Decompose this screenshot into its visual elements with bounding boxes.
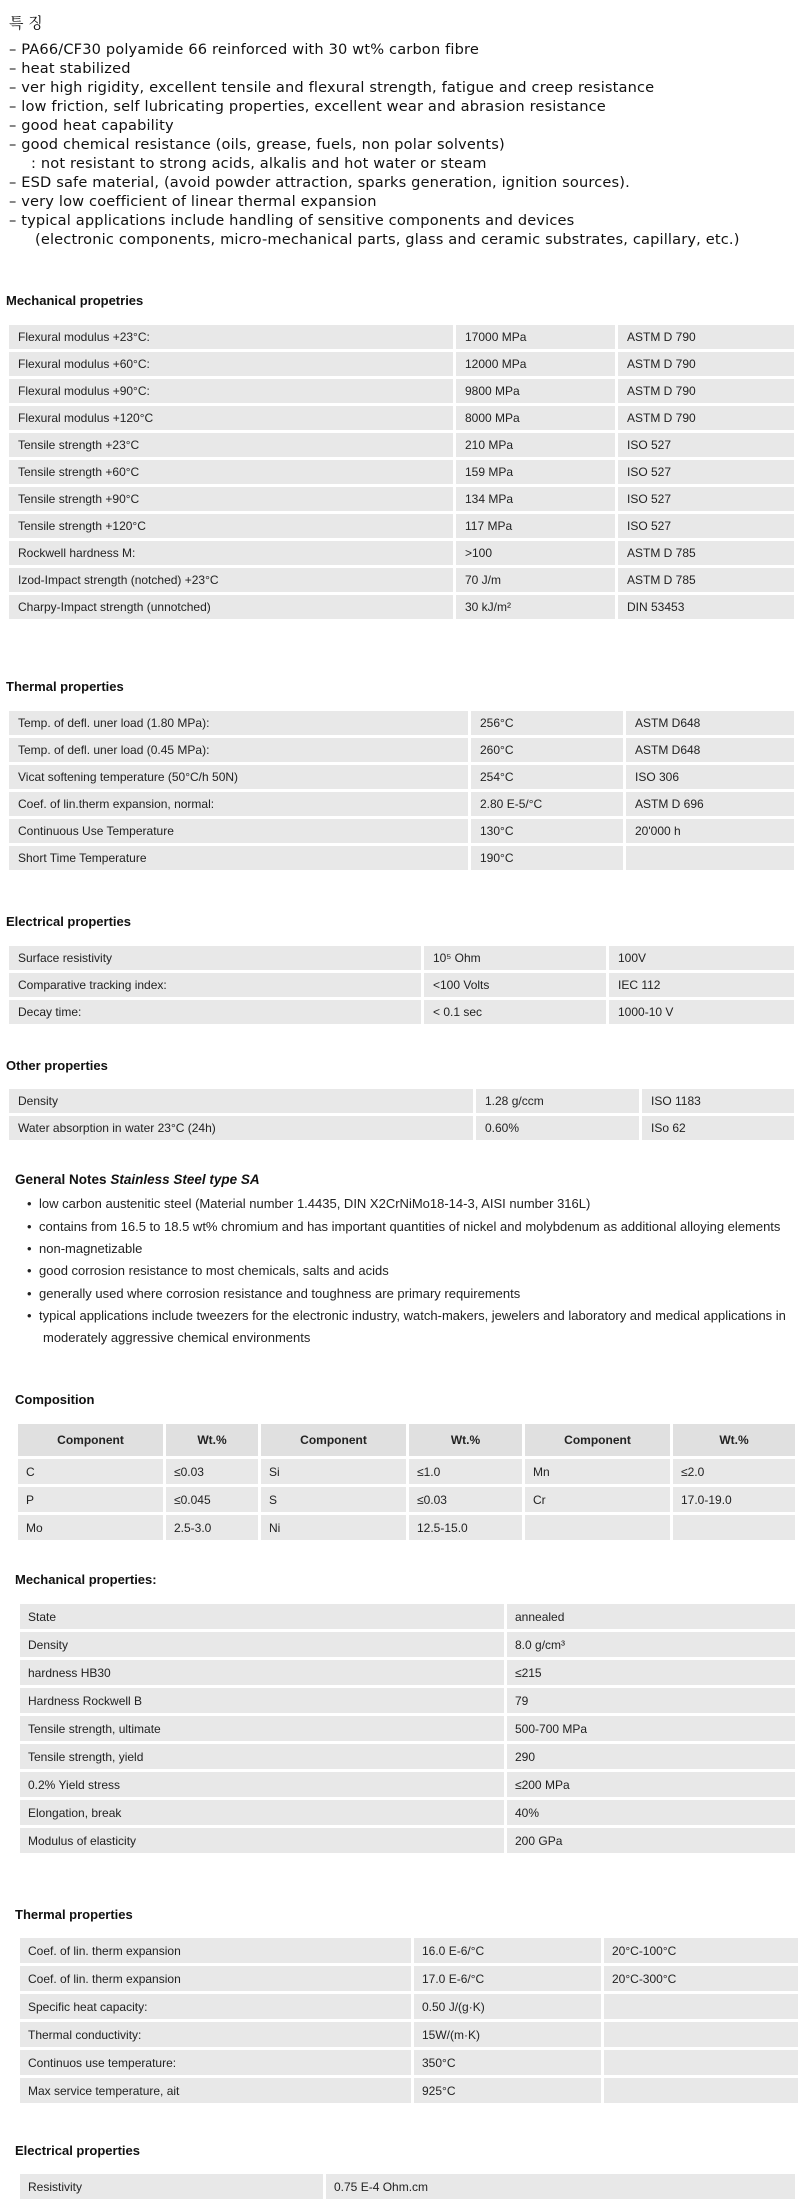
table-cell: ASTM D 790: [618, 379, 794, 403]
feature-line: : not resistant to strong acids, alkalis and hot water or steam: [31, 155, 487, 172]
table-cell: Tensile strength +120°C: [9, 514, 453, 538]
table-cell: Charpy-Impact strength (unnotched): [9, 595, 453, 619]
table-cell: 9800 MPa: [456, 379, 615, 403]
table-cell: Flexural modulus +23°C:: [9, 325, 453, 349]
table-cell: ISO 527: [618, 487, 794, 511]
table-cell: Thermal conductivity:: [20, 2022, 411, 2047]
feature-line: – PA66/CF30 polyamide 66 reinforced with 30 wt% carbon fibre: [9, 41, 479, 58]
table-cell: Flexural modulus +90°C:: [9, 379, 453, 403]
table-cell: ASTM D 790: [618, 325, 794, 349]
table-cell: Coef. of lin. therm expansion: [20, 1966, 411, 1991]
table-cell: ≤2.0: [673, 1459, 795, 1484]
features-title: 특 징: [9, 14, 43, 32]
table-cell: 79: [507, 1688, 795, 1713]
table-cell: Density: [9, 1089, 473, 1113]
table-cell: Temp. of defl. uner load (1.80 MPa):: [9, 711, 468, 735]
table-cell: IEC 112: [609, 973, 794, 997]
table-cell: Cr: [525, 1487, 670, 1512]
table-cell: Comparative tracking index:: [9, 973, 421, 997]
table-cell: C: [18, 1459, 163, 1484]
table-row: [20, 1632, 795, 1657]
table-cell: ASTM D648: [626, 711, 794, 735]
table-cell: 260°C: [471, 738, 623, 762]
feature-line: – good heat capability: [9, 117, 174, 134]
feature-line: – heat stabilized: [9, 60, 131, 77]
table-row: [9, 1089, 794, 1113]
pa66-mechanical-heading: Mechanical propetries: [6, 293, 144, 308]
table-row: [20, 2050, 798, 2075]
table-row: [9, 352, 794, 376]
table-cell: ASTM D 696: [626, 792, 794, 816]
table-cell: 2.80 E-5/°C: [471, 792, 623, 816]
table-cell: ≤0.03: [166, 1459, 258, 1484]
features-list: [9, 40, 799, 249]
table-cell: Coef. of lin.therm expansion, normal:: [9, 792, 468, 816]
column-header: Wt.%: [166, 1424, 258, 1456]
table-cell: >100: [456, 541, 615, 565]
table-cell: ISO 306: [626, 765, 794, 789]
table-cell: Tensile strength +60°C: [9, 460, 453, 484]
table-row: [9, 819, 794, 843]
table-row: [9, 595, 794, 619]
table-cell: 16.0 E-6/°C: [414, 1938, 601, 1963]
table-row: [9, 765, 794, 789]
table-cell: ISO 527: [618, 433, 794, 457]
table-cell: annealed: [507, 1604, 795, 1629]
table-row: [20, 1660, 795, 1685]
table-cell: ≤215: [507, 1660, 795, 1685]
table-cell: ISO 527: [618, 514, 794, 538]
table-row: [20, 1744, 795, 1769]
feature-line: – good chemical resistance (oils, grease, fuels, non polar solvents): [9, 136, 505, 153]
list-item: • good corrosion resistance to most chemicals, salts and acids: [15, 1260, 795, 1283]
table-cell: Continuous Use Temperature: [9, 819, 468, 843]
table-cell: 40%: [507, 1800, 795, 1825]
pa66-electrical-table: [6, 943, 797, 1027]
table-row: [9, 1000, 794, 1024]
table-cell: < 0.1 sec: [424, 1000, 606, 1024]
table-cell: Si: [261, 1459, 406, 1484]
general-notes-prefix: General Notes: [15, 1172, 107, 1187]
table-cell: Specific heat capacity:: [20, 1994, 411, 2019]
table-row: [18, 1487, 795, 1512]
table-cell: Modulus of elasticity: [20, 1828, 504, 1853]
table-cell: [673, 1515, 795, 1540]
table-cell: Continuos use temperature:: [20, 2050, 411, 2075]
list-item: • generally used where corrosion resistance and toughness are primary requirements: [15, 1283, 795, 1306]
table-cell: 17000 MPa: [456, 325, 615, 349]
table-cell: 2.5-3.0: [166, 1515, 258, 1540]
table-cell: Tensile strength, ultimate: [20, 1716, 504, 1741]
table-row: [20, 1604, 795, 1629]
table-row: [9, 487, 794, 511]
table-cell: Max service temperature, ait: [20, 2078, 411, 2103]
table-cell: 350°C: [414, 2050, 601, 2075]
table-cell: ≤200 MPa: [507, 1772, 795, 1797]
table-cell: ISo 62: [642, 1116, 794, 1140]
feature-line: – low friction, self lubricating properties, excellent wear and abrasion resistance: [9, 98, 606, 115]
table-cell: P: [18, 1487, 163, 1512]
table-cell: [525, 1515, 670, 1540]
list-item: • contains from 16.5 to 18.5 wt% chromium and has important quantities of nickel and molybdenum as additional alloying elements: [15, 1216, 795, 1238]
table-cell: 256°C: [471, 711, 623, 735]
table-cell: [604, 2050, 798, 2075]
feature-line: – very low coefficient of linear thermal expansion: [9, 193, 377, 210]
table-row: [20, 1828, 795, 1853]
table-row: [9, 738, 794, 762]
table-row: [9, 568, 794, 592]
table-row: [20, 1966, 798, 1991]
list-item: • typical applications include tweezers for the electronic industry, watch-makers, jewelers and laboratory and medical applications in moderately aggressive chemical environments: [15, 1305, 795, 1349]
steel-electrical-table: [17, 2171, 798, 2202]
table-row: [9, 711, 794, 735]
table-cell: Ni: [261, 1515, 406, 1540]
table-row: [20, 1688, 795, 1713]
table-cell: ASTM D648: [626, 738, 794, 762]
table-cell: 20°C-100°C: [604, 1938, 798, 1963]
table-cell: ASTM D 790: [618, 352, 794, 376]
table-row: [20, 2174, 795, 2199]
feature-line: – typical applications include handling of sensitive components and devices: [9, 212, 575, 229]
table-cell: hardness HB30: [20, 1660, 504, 1685]
table-cell: Tensile strength +90°C: [9, 487, 453, 511]
table-cell: Mn: [525, 1459, 670, 1484]
table-cell: Tensile strength +23°C: [9, 433, 453, 457]
table-cell: Elongation, break: [20, 1800, 504, 1825]
table-row: [9, 379, 794, 403]
table-cell: 130°C: [471, 819, 623, 843]
pa66-mechanical-table: [6, 322, 797, 622]
column-header: Wt.%: [673, 1424, 795, 1456]
table-cell: 30 kJ/m²: [456, 595, 615, 619]
pa66-thermal-heading: Thermal properties: [6, 679, 124, 694]
table-cell: 8.0 g/cm³: [507, 1632, 795, 1657]
table-cell: [604, 2078, 798, 2103]
composition-heading: Composition: [15, 1392, 95, 1407]
steel-mechanical-heading: Mechanical properties:: [15, 1572, 157, 1587]
table-cell: 12000 MPa: [456, 352, 615, 376]
table-cell: ≤0.045: [166, 1487, 258, 1512]
table-cell: 0.2% Yield stress: [20, 1772, 504, 1797]
table-cell: 1000-10 V: [609, 1000, 794, 1024]
table-cell: 190°C: [471, 846, 623, 870]
table-cell: 200 GPa: [507, 1828, 795, 1853]
feature-line: (electronic components, micro-mechanical parts, glass and ceramic substrates, capillary, etc.): [35, 231, 740, 248]
column-header: Component: [525, 1424, 670, 1456]
table-cell: Izod-Impact strength (notched) +23°C: [9, 568, 453, 592]
general-notes-material: Stainless Steel type SA: [110, 1172, 260, 1187]
table-cell: Hardness Rockwell B: [20, 1688, 504, 1713]
general-notes-list: [15, 1193, 795, 1349]
steel-electrical-heading: Electrical properties: [15, 2143, 140, 2158]
table-cell: Density: [20, 1632, 504, 1657]
table-cell: Surface resistivity: [9, 946, 421, 970]
table-row: [9, 433, 794, 457]
table-cell: Coef. of lin. therm expansion: [20, 1938, 411, 1963]
table-cell: 500-700 MPa: [507, 1716, 795, 1741]
table-row: [20, 1800, 795, 1825]
table-cell: 254°C: [471, 765, 623, 789]
table-cell: 8000 MPa: [456, 406, 615, 430]
table-cell: 159 MPa: [456, 460, 615, 484]
table-row: [9, 946, 794, 970]
table-cell: 17.0 E-6/°C: [414, 1966, 601, 1991]
table-cell: 0.75 E-4 Ohm.cm: [326, 2174, 795, 2199]
table-row: [20, 1938, 798, 1963]
pa66-thermal-table: [6, 708, 797, 873]
table-row: [9, 973, 794, 997]
table-header-row: [18, 1424, 795, 1456]
table-cell: ASTM D 790: [618, 406, 794, 430]
table-cell: Water absorption in water 23°C (24h): [9, 1116, 473, 1140]
table-cell: Resistivity: [20, 2174, 323, 2199]
table-row: [18, 1515, 795, 1540]
table-cell: 12.5-15.0: [409, 1515, 522, 1540]
table-cell: Mo: [18, 1515, 163, 1540]
pa66-other-table: [6, 1086, 797, 1143]
table-cell: 134 MPa: [456, 487, 615, 511]
table-cell: DIN 53453: [618, 595, 794, 619]
table-cell: Rockwell hardness M:: [9, 541, 453, 565]
table-row: [20, 2022, 798, 2047]
table-row: [20, 1772, 795, 1797]
column-header: Component: [261, 1424, 406, 1456]
table-cell: Vicat softening temperature (50°C/h 50N): [9, 765, 468, 789]
table-cell: [604, 1994, 798, 2019]
pa66-electrical-heading: Electrical properties: [6, 914, 131, 929]
table-cell: Temp. of defl. uner load (0.45 MPa):: [9, 738, 468, 762]
table-cell: <100 Volts: [424, 973, 606, 997]
table-cell: [604, 2022, 798, 2047]
table-row: [9, 406, 794, 430]
table-cell: Flexural modulus +120°C: [9, 406, 453, 430]
steel-mechanical-table: [17, 1601, 798, 1856]
column-header: Wt.%: [409, 1424, 522, 1456]
steel-thermal-heading: Thermal properties: [15, 1907, 133, 1922]
table-cell: ISO 527: [618, 460, 794, 484]
pa66-other-heading: Other properties: [6, 1058, 108, 1073]
table-row: [18, 1459, 795, 1484]
table-cell: Flexural modulus +60°C:: [9, 352, 453, 376]
table-cell: 1.28 g/ccm: [476, 1089, 639, 1113]
list-item: • non-magnetizable: [15, 1238, 795, 1261]
table-cell: ASTM D 785: [618, 541, 794, 565]
table-row: [9, 325, 794, 349]
general-notes-title: [15, 1172, 260, 1187]
table-cell: 15W/(m·K): [414, 2022, 601, 2047]
table-cell: Short Time Temperature: [9, 846, 468, 870]
table-row: [20, 2078, 798, 2103]
table-cell: ISO 1183: [642, 1089, 794, 1113]
table-cell: 290: [507, 1744, 795, 1769]
table-cell: 210 MPa: [456, 433, 615, 457]
table-row: [9, 541, 794, 565]
table-cell: 925°C: [414, 2078, 601, 2103]
table-cell: 0.50 J/(g·K): [414, 1994, 601, 2019]
table-cell: 20°C-300°C: [604, 1966, 798, 1991]
table-cell: 70 J/m: [456, 568, 615, 592]
table-row: [9, 460, 794, 484]
table-cell: ASTM D 785: [618, 568, 794, 592]
steel-thermal-table: [17, 1935, 801, 2106]
list-item: • low carbon austenitic steel (Material number 1.4435, DIN X2CrNiMo18-14-3, AISI number 316L): [15, 1193, 795, 1216]
table-cell: Tensile strength, yield: [20, 1744, 504, 1769]
table-cell: ≤1.0: [409, 1459, 522, 1484]
table-row: [9, 792, 794, 816]
feature-line: – ESD safe material, (avoid powder attraction, sparks generation, ignition sources).: [9, 174, 630, 191]
table-cell: S: [261, 1487, 406, 1512]
table-cell: State: [20, 1604, 504, 1629]
table-row: [20, 1994, 798, 2019]
composition-table: [15, 1421, 798, 1543]
table-cell: Decay time:: [9, 1000, 421, 1024]
table-row: [9, 846, 794, 870]
table-cell: 117 MPa: [456, 514, 615, 538]
table-row: [9, 1116, 794, 1140]
column-header: Component: [18, 1424, 163, 1456]
table-cell: 0.60%: [476, 1116, 639, 1140]
table-row: [20, 1716, 795, 1741]
table-row: [9, 514, 794, 538]
feature-line: – ver high rigidity, excellent tensile and flexural strength, fatigue and creep resistance: [9, 79, 655, 96]
table-cell: ≤0.03: [409, 1487, 522, 1512]
table-cell: 100V: [609, 946, 794, 970]
table-cell: 17.0-19.0: [673, 1487, 795, 1512]
table-cell: 10⁵ Ohm: [424, 946, 606, 970]
table-cell: 20'000 h: [626, 819, 794, 843]
table-cell: [626, 846, 794, 870]
